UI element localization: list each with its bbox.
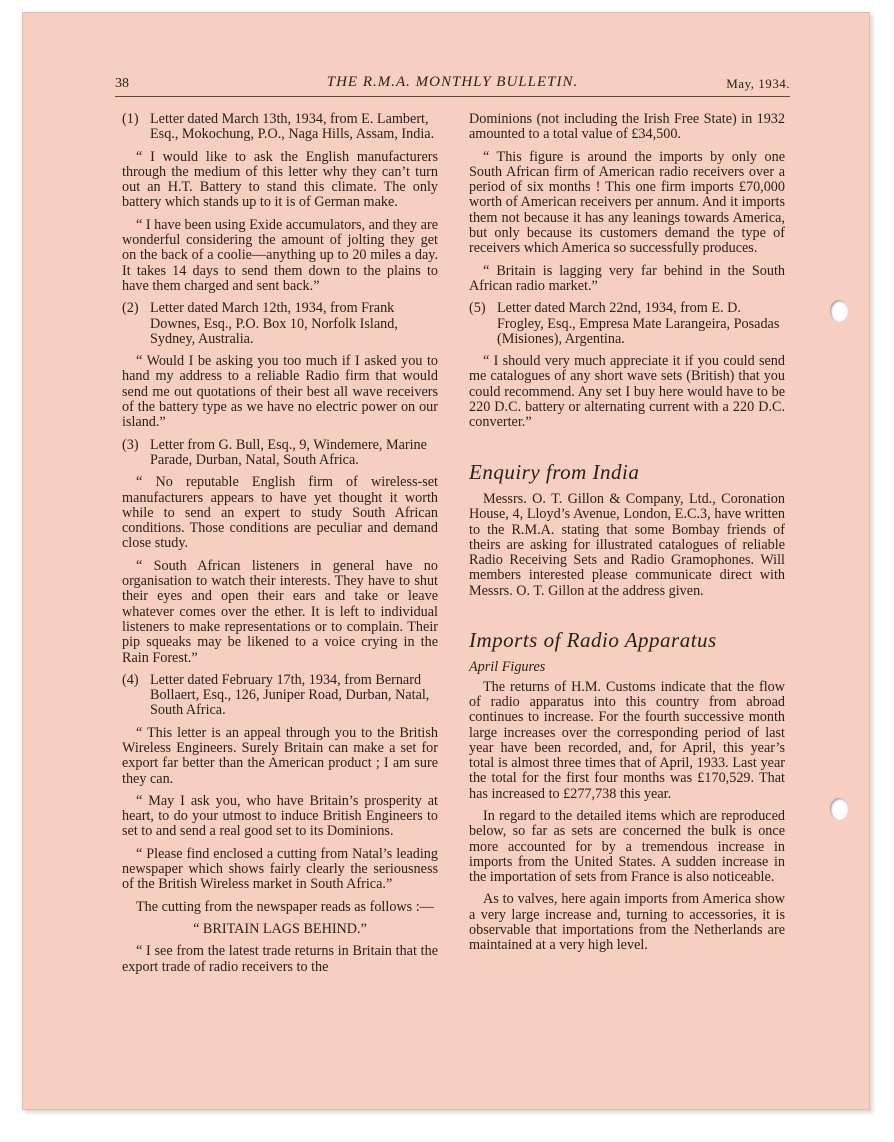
letter-number: (2) [122, 300, 139, 317]
issue-date: May, 1934. [726, 76, 790, 91]
page-number: 38 [115, 76, 129, 91]
right-column [469, 112, 785, 961]
letter-heading-text: Letter dated March 13th, 1934, from E. Lambert, Esq., Mokochung, P.O., Naga Hills, Assam, India. [150, 111, 435, 143]
punch-hole [830, 798, 848, 820]
paragraph: “ I should very much appreciate it if you could send me catalogues of any short wave sets (British) that you could recommend. Any set I buy here would have to be 220 D.C. battery or alternating current with a 220 D.C. converter.” [469, 353, 785, 431]
punch-hole [830, 300, 848, 322]
newspaper-headline: “ BRITAIN LAGS BEHIND.” [193, 920, 367, 937]
paragraph: Messrs. O. T. Gillon & Company, Ltd., Coronation House, 4, Lloyd’s Avenue, London, E.C.3, have written to the R.M.A. stating that some Bombay friends of theirs are asking for illustrated catalogues of reliable Radio Receiving Sets and Radio Gramophones. Will members interested please communicate direct with Messrs. O. T. Gillon at the address given. [469, 490, 785, 599]
paragraph: The returns of H.M. Customs indicate that the flow of radio apparatus into this country from abroad continues to increase. For the fourth successive month large increases over the corresponding period of last year have been recorded, and, for April, this year’s total is almost three times that of April, 1933. Last year the total for the first four months was £170,529. That has increased to £277,738 this year. [469, 678, 785, 802]
bulletin-title: THE R.M.A. MONTHLY BULLETIN. [326, 74, 579, 90]
section-heading: Enquiry from India [469, 459, 640, 484]
paragraph: “ Would I be asking you too much if I asked you to hand my address to a reliable Radio firm that would send me out quotations of their best all wave receivers of the battery type as we have no electric power on our island.” [122, 353, 438, 431]
paragraph: “ May I ask you, who have Britain’s prosperity at heart, to do your utmost to induce British Engineers to set to and send a real good set to its Dominions. [122, 792, 438, 840]
paragraph: “ This letter is an appeal through you to the British Wireless Engineers. Surely Britain can make a set for export far better than the American product ; I am sure they can. [122, 724, 438, 787]
letter-heading-text: Letter dated March 22nd, 1934, from E. D. Frogley, Esq., Empresa Mate Larangeira, Posadas (Misiones), Argentina. [497, 300, 780, 347]
letter-heading [469, 301, 785, 347]
paragraph: “ Please find enclosed a cutting from Natal’s leading newspaper which shows fairly clearly the seriousness of the British Wireless market in South Africa.” [122, 845, 438, 893]
letter-heading [122, 673, 438, 719]
paragraph: In regard to the detailed items which are reproduced below, so far as sets are concerned the bulk is once more accounted for by a tremendous increase in imports from the United States. A sudden increase in the importation of sets from France is also noticeable. [469, 807, 785, 886]
paragraph: As to valves, here again imports from America show a very large increase and, turning to accessories, it is observable that importations from the Netherlands are maintained at a very high level. [469, 891, 785, 954]
letter-heading-text: Letter dated March 12th, 1934, from Frank Downes, Esq., P.O. Box 10, Norfolk Island, Sydney, Australia. [150, 300, 398, 347]
letter-heading [122, 301, 438, 347]
left-column [122, 112, 438, 982]
letter-number: (1) [122, 111, 139, 127]
letter-heading-text: Letter dated February 17th, 1934, from Bernard Bollaert, Esq., 126, Juniper Road, Durban, Natal, South Africa. [150, 671, 430, 719]
paragraph: “ No reputable English firm of wireless-set manufacturers appears to have yet thought it worth while to send an expert to study South African conditions. Those conditions are peculiar and demand close study. [122, 474, 438, 552]
paragraph: “ This figure is around the imports by only one South African firm of American radio receivers over a period of six months ! This one firm imports £70,000 worth of American receivers per annum. And it imports them not because it has any leanings towards America, but only because its customers demand the type of receivers which America so successfully produces. [469, 148, 785, 257]
paragraph: “ I see from the latest trade returns in Britain that the export trade of radio receivers to the [122, 943, 438, 975]
page-header [115, 68, 790, 97]
section-heading: Imports of Radio Apparatus [469, 628, 717, 653]
letter-number: (3) [122, 436, 139, 453]
subheading: April Figures [469, 659, 546, 676]
paragraph: “ I have been using Exide accumulators, and they are wonderful considering the amount of jolting they get on the back of a coolie—anything up to 20 miles a day. It takes 14 days to send them down to the plains to have them charged and sent back.” [122, 216, 438, 294]
letter-number: (4) [122, 671, 139, 688]
letter-heading [122, 112, 438, 143]
letter-heading-text: Letter from G. Bull, Esq., 9, Windemere, Marine Parade, Durban, Natal, South Africa. [150, 436, 427, 468]
paragraph: “ South African listeners in general have no organisation to watch their interests. They have to shut their eyes and open their ears and take or leave whatever comes over the ether. It is left to individual listeners to make representations or to complain. Their pip squeaks may be likened to a voice crying in the Rain Forest.” [122, 557, 438, 666]
paragraph: “ Britain is lagging very far behind in the South African radio market.” [469, 262, 785, 294]
paragraph: “ I would like to ask the English manufacturers through the medium of this letter why they can’t turn out an H.T. Battery to stand this climate. The only battery which stands up to it is of German make. [122, 148, 438, 211]
letter-heading [122, 438, 438, 469]
letter-number: (5) [469, 300, 486, 317]
paragraph: The cutting from the newspaper reads as follows :— [136, 898, 434, 915]
paragraph: Dominions (not including the Irish Free State) in 1932 amounted to a total value of £34,500. [469, 111, 785, 143]
